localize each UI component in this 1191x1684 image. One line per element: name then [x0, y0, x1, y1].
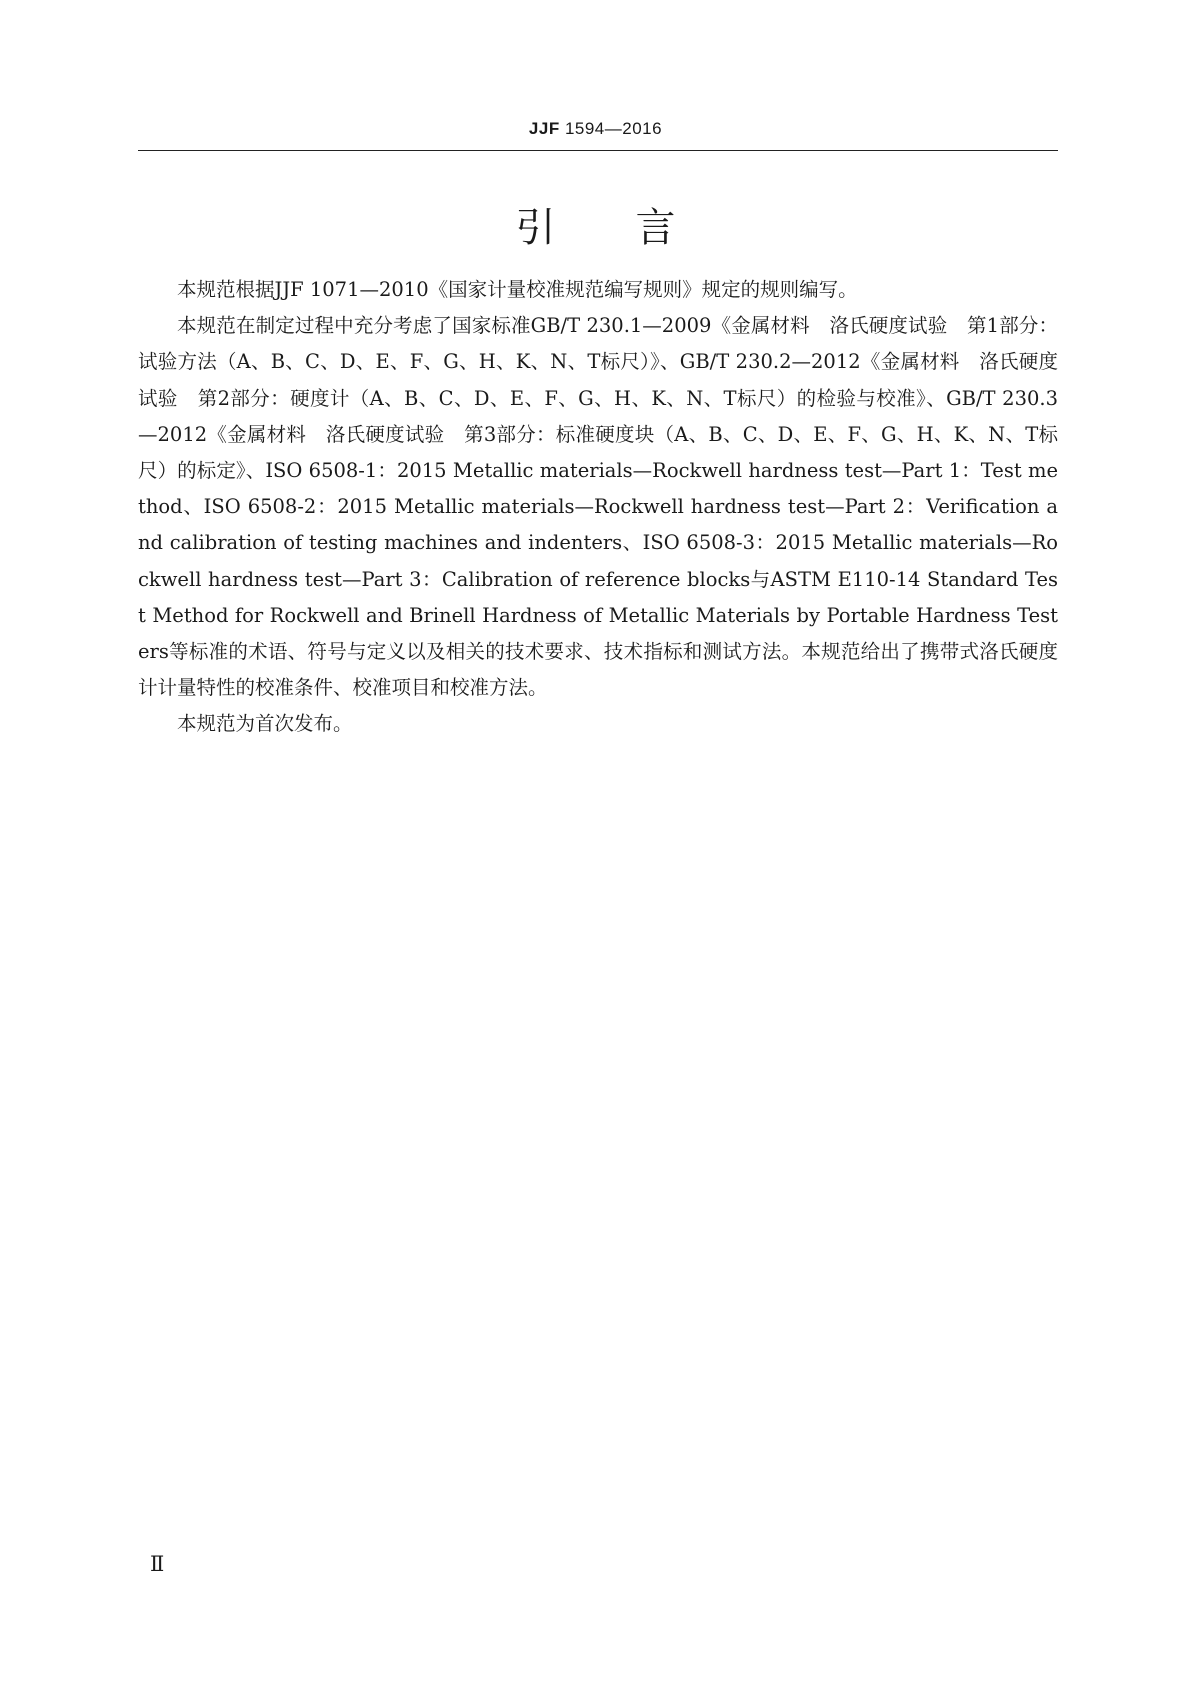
paragraph-2: 本规范在制定过程中充分考虑了国家标准GB/T 230.1—2009《金属材料 洛氏硬度试验 第1部分：试验方法（A、B、C、D、E、F、G、H、K、N、T标尺）》、GB/T 230.2—2012《金属材料 洛氏硬度试验 第2部分：硬度计（A、B、C、D、E、F、G、H、K、N、T标尺）的检验与校准》、GB/T 230.3—2012《金属材料 洛氏硬度试验 第3部分：标准硬度块（A、B、C、D、E、F、G、H、K、N、T标尺）的标定》、ISO 6508-1：2015 Metallic materials—Rockwell hardness test—Part 1：Test method、ISO 6508-2：2015 Metallic materials—Rockwell hardness test—Part 2：Verification and calibration of testing machines and indenters、ISO 6508-3：2015 Metallic materials—Rockwell hardness test—Part 3：Calibration of reference blocks与ASTM E110-14 Standard Test Method for Rockwell and Brinell Hardness of Metallic Materials by Portable Hardness Testers等标准的术语、符号与定义以及相关的技术要求、技术指标和测试方法。本规范给出了携带式洛氏硬度计计量特性的校准条件、校准项目和校准方法。 [138, 314, 1058, 700]
header-number: 1594—2016 [564, 119, 663, 138]
paragraph-3: 本规范为首次发布。 [177, 712, 353, 736]
document-body [138, 272, 1058, 743]
header-code: JJF [528, 119, 560, 138]
header-divider [138, 150, 1058, 151]
paragraph-1: 本规范根据JJF 1071—2010《国家计量校准规范编写规则》规定的规则编写。 [177, 278, 858, 301]
page-header [0, 119, 1191, 139]
page-number: Ⅱ [150, 1552, 165, 1576]
page-title: 引言 [515, 205, 756, 251]
